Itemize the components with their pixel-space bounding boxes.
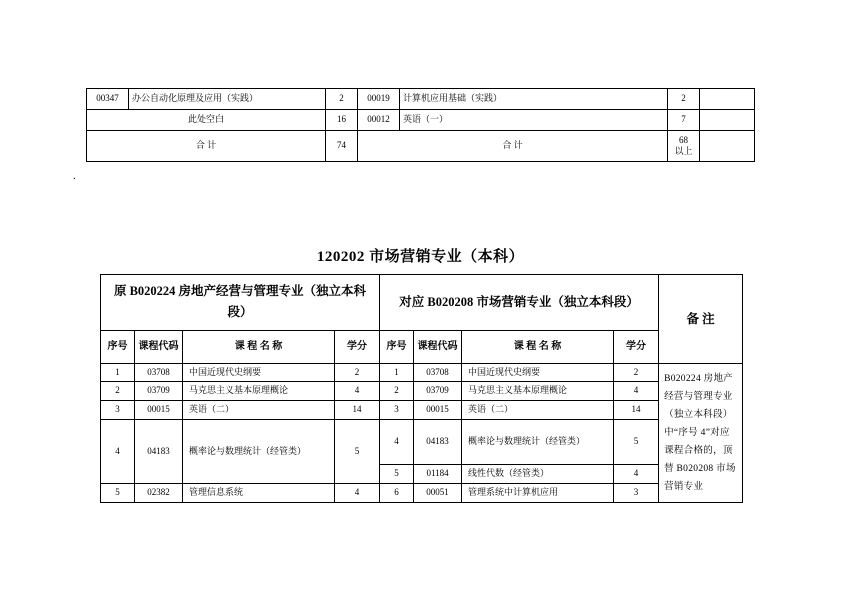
table-row	[101, 484, 743, 503]
remark-text: B020224 房地产经营与管理专业（独立本科段）中“序号 4”对应课程合格的，顶替 B020208 市场营销专业	[659, 363, 743, 502]
right-name: 英语（二）	[462, 400, 614, 419]
table-header-columns	[101, 330, 743, 363]
col-seq-right: 序号	[380, 330, 414, 363]
stray-mark: .	[73, 170, 76, 182]
left-course-code: 00347	[87, 89, 129, 110]
right-total-credit-value: 68	[679, 134, 689, 145]
blank-cell-label: 此处空白	[87, 110, 326, 131]
right-course-code: 00019	[358, 89, 400, 110]
right-course-credit: 2	[668, 89, 700, 110]
left-name: 中国近现代史纲要	[183, 363, 335, 382]
col-seq-left: 序号	[101, 330, 135, 363]
table-row	[101, 382, 743, 401]
continuation-table	[86, 88, 755, 162]
col-code-left: 课程代码	[135, 330, 183, 363]
new-major-header: 对应 B020208 市场营销专业（独立本科段）	[380, 275, 659, 331]
left-code: 04183	[135, 419, 183, 484]
right-total-credit	[668, 131, 700, 162]
left-total-credit: 74	[326, 131, 358, 162]
page-title: 120202 市场营销专业（本科）	[316, 249, 525, 265]
right-name: 概率论与数理统计（经管类）	[462, 419, 614, 465]
table-header-majors	[101, 275, 743, 331]
left-name: 马克思主义基本原理概论	[183, 382, 335, 401]
left-credit: 14	[335, 400, 380, 419]
right-name: 线性代数（经管类）	[462, 465, 614, 484]
right-total-label: 合 计	[358, 131, 668, 162]
remark-header: 备 注	[659, 275, 743, 364]
col-name-left: 课 程 名 称	[183, 330, 335, 363]
left-seq: 3	[101, 400, 135, 419]
col-credit-left: 学分	[335, 330, 380, 363]
right-seq: 2	[380, 382, 414, 401]
right-seq: 6	[380, 484, 414, 503]
right-credit: 14	[614, 400, 659, 419]
table-row	[101, 419, 743, 465]
right-code: 04183	[414, 419, 462, 465]
right-seq: 3	[380, 400, 414, 419]
left-credit: 4	[335, 382, 380, 401]
table-row	[87, 110, 755, 131]
right-seq: 1	[380, 363, 414, 382]
col-name-right: 课 程 名 称	[462, 330, 614, 363]
left-total-label: 合 计	[87, 131, 326, 162]
left-code: 00015	[135, 400, 183, 419]
right-course-code: 00012	[358, 110, 400, 131]
right-code: 01184	[414, 465, 462, 484]
left-code: 03708	[135, 363, 183, 382]
left-name: 英语（二）	[183, 400, 335, 419]
major-mapping-table	[100, 274, 743, 503]
left-name: 管理信息系统	[183, 484, 335, 503]
right-course-credit: 7	[668, 110, 700, 131]
left-code: 02382	[135, 484, 183, 503]
old-major-header: 原 B020224 房地产经营与管理专业（独立本科段）	[101, 275, 380, 331]
left-course-credit: 2	[326, 89, 358, 110]
left-credit: 2	[335, 363, 380, 382]
right-course-name: 英语（一）	[400, 110, 668, 131]
right-code: 00051	[414, 484, 462, 503]
left-credit: 4	[335, 484, 380, 503]
right-course-name: 计算机应用基础（实践）	[400, 89, 668, 110]
right-name: 马克思主义基本原理概论	[462, 382, 614, 401]
table-row-total	[87, 131, 755, 162]
table-row	[101, 400, 743, 419]
right-name: 管理系统中计算机应用	[462, 484, 614, 503]
right-code: 03709	[414, 382, 462, 401]
table-row	[87, 89, 755, 110]
left-seq: 4	[101, 419, 135, 484]
right-name: 中国近现代史纲要	[462, 363, 614, 382]
col-credit-right: 学分	[614, 330, 659, 363]
col-code-right: 课程代码	[414, 330, 462, 363]
right-total-credit-suffix: 以上	[674, 146, 693, 156]
row-note	[700, 110, 755, 131]
right-credit: 4	[614, 465, 659, 484]
right-credit: 4	[614, 382, 659, 401]
right-credit: 2	[614, 363, 659, 382]
right-seq: 4	[380, 419, 414, 465]
right-credit: 3	[614, 484, 659, 503]
table-row	[101, 363, 743, 382]
left-name: 概率论与数理统计（经管类）	[183, 419, 335, 484]
left-course-name: 办公自动化原理及应用（实践）	[129, 89, 326, 110]
row-note	[700, 131, 755, 162]
left-seq: 5	[101, 484, 135, 503]
right-seq: 5	[380, 465, 414, 484]
right-code: 00015	[414, 400, 462, 419]
left-seq: 1	[101, 363, 135, 382]
left-code: 03709	[135, 382, 183, 401]
right-code: 03708	[414, 363, 462, 382]
left-credit: 5	[335, 419, 380, 484]
right-credit: 5	[614, 419, 659, 465]
left-course-credit: 16	[326, 110, 358, 131]
left-seq: 2	[101, 382, 135, 401]
row-note	[700, 89, 755, 110]
